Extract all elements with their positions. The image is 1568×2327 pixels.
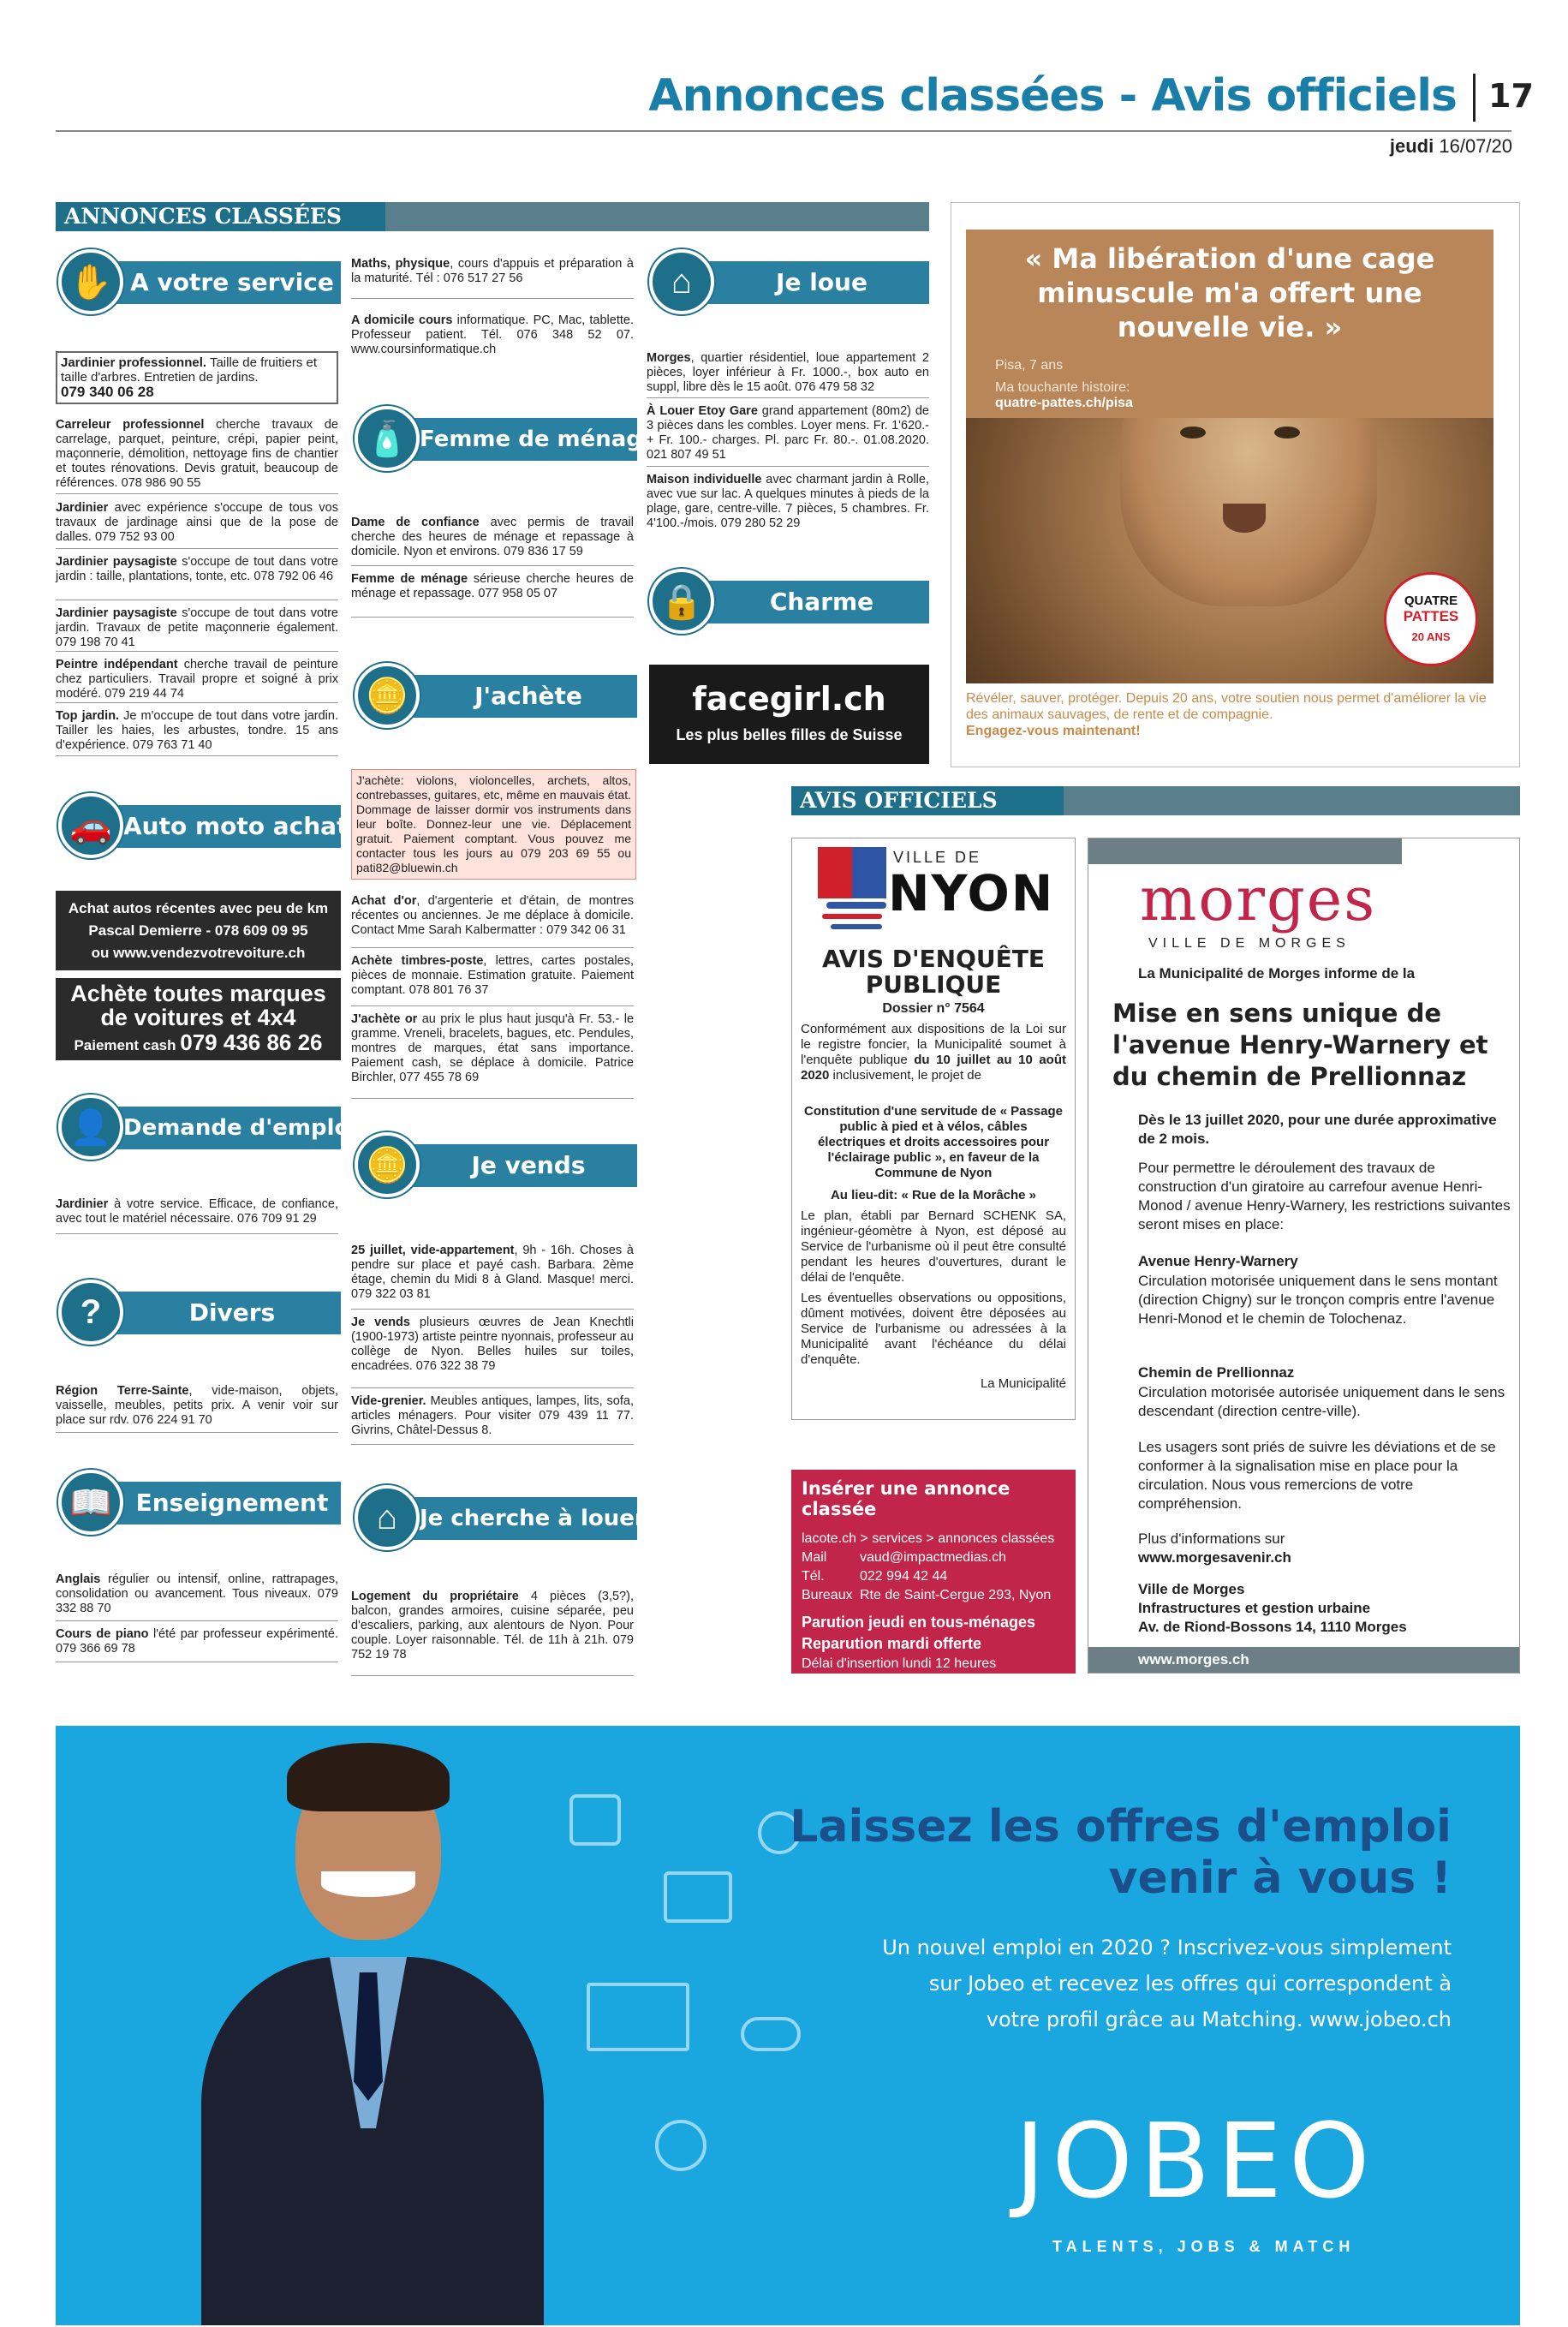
morges-ville-de: VILLE DE MORGES [1148, 936, 1350, 951]
morges-signature: Ville de Morges Infrastructures et gestion urbaine Av. de Riond-Bossons 14, 1110 Morges [1138, 1581, 1407, 1635]
jobeo-ad [56, 1726, 1520, 2325]
category-a-votre-service [58, 261, 341, 304]
ad-je-vends-knechtli: Je vends plusieurs œuvres de Jean Knechtli (1900-1973) artiste peintre nyonnais, professeur au collège de Nyon. Belles huiles sur toiles, encadrées. 076 322 38 79 [351, 1316, 634, 1373]
nyon-sign: La Municipalité [980, 1376, 1066, 1391]
category-je-cherche-a-louer [355, 1497, 646, 1540]
quatre-pattes-link: quatre-pattes.ch/pisa [995, 396, 1133, 410]
nyon-ville-de: VILLE DE [893, 849, 982, 866]
quatre-pattes-quote: « Ma libération d'une cage minuscule m'a offert une nouvelle vie. » [1024, 242, 1435, 343]
ad-carreleur: Carreleur professionnel cherche travaux de carrelage, parquet, peinture, crépi, papier peint, maçonnerie, démolition, nettoyage fins de chantier et toutes rénovations. Devis gratuit, beaucoup de références. 078 986 90 55 [56, 418, 338, 490]
ad-achete-timbres: Achète timbres-poste, lettres, cartes postales, pièces de monnaie. Estimation gratuite. Paiement comptant. 078 801 76 37 [351, 954, 634, 997]
ad-jardinier-paysagiste-1: Jardinier paysagiste s'occupe de tout dans votre jardin : taille, plantations, tonte, etc. 078 792 06 46 [56, 555, 338, 583]
insert-parution: Parution jeudi en tous-ménages [802, 1614, 1036, 1631]
category-femme-de-menage [355, 418, 658, 461]
facegirl-logo: facegirl.ch [692, 680, 886, 718]
morges-h2: Chemin de Prellionnaz [1138, 1364, 1295, 1381]
quatre-pattes-cta: Engagez-vous maintenant! [966, 724, 1141, 738]
hand-icon: ✋ [58, 249, 123, 314]
ad-achat-autos-recentes: Achat autos récentes avec peu de km Pascal Demierre - 078 609 09 95 ou www.vendezvotrevoiture.ch [56, 891, 341, 970]
person-icon: 👤 [58, 1095, 123, 1160]
insert-title: Insérer une annonce classée [802, 1478, 1011, 1519]
jobeo-logo: JOBEO [1015, 2103, 1377, 2222]
morges-p1: Pour permettre le déroulement des travaux de construction d'un giratoire au carrefour avenue Henri-Monod / avenue Henry-Warnery, les restrictions suivantes seront mises en place: [1138, 1160, 1511, 1232]
insert-reparution: Reparution mardi offerte [802, 1635, 982, 1652]
category-demande-emploi [58, 1107, 358, 1149]
category-label: Charme [683, 581, 929, 624]
section-title-officiels: AVIS OFFICIELS [791, 786, 1064, 815]
morges-logo: morges [1140, 864, 1377, 934]
issue-date [1390, 135, 1512, 158]
nyon-lieu: Au lieu-dit: « Rue de la Morâche » [830, 1188, 1037, 1202]
house-icon: ⌂ [649, 249, 714, 314]
insert-annonce-box [791, 1470, 1076, 1674]
nyon-avis-box [791, 838, 1076, 1420]
man-photo [184, 1743, 578, 2325]
jobeo-headline: Laissez les offres d'emploi venir à vous ! [790, 1801, 1452, 1904]
question-icon: ? [58, 1280, 123, 1345]
category-label: Divers [92, 1292, 341, 1334]
ad-logement-proprietaire: Logement du propriétaire 4 pièces (3,5?), balcon, grandes armoires, cuisine séparée, peu d'escaliers, parking, aux alentours de Nyon. Pour couple. Loyer raisonnable. Tél. de 11h à 21h. 079 752 19 78 [351, 1590, 634, 1662]
ad-jardinier: Jardinier avec expérience s'occupe de tous vos travaux de jardinage ainsi que de la pose de dalles. 079 752 93 00 [56, 501, 338, 544]
nyon-p3: Les éventuelles observations ou oppositions, dûment motivées, doivent être déposées au Service de l'urbanisme ou adressées à la Municipalité avant l'échéance du délai d'enquête. [801, 1291, 1066, 1367]
nyon-name: NYON [888, 864, 1055, 922]
quatre-pattes-name: Pisa, 7 ans [995, 358, 1064, 373]
coins-icon: 🪙 [355, 1132, 420, 1197]
spray-bottle-icon: 🧴 [355, 406, 420, 471]
issue-day: jeudi [1389, 135, 1434, 157]
ad-cours-piano: Cours de piano l'été par professeur expérimenté. 079 366 69 78 [56, 1627, 338, 1656]
category-label: Enseignement [92, 1482, 341, 1524]
nyon-coat-of-arms-icon [818, 847, 886, 933]
facegirl-ad [649, 665, 929, 764]
morges-t1: Circulation motorisée uniquement dans le sens montant (direction Chigny) sur le tronçon compris entre l'avenue Henri-Monod et le chemin de Tolochenaz. [1138, 1273, 1498, 1327]
category-je-loue [649, 261, 929, 304]
category-j-achete [355, 675, 637, 718]
header-separator [1473, 74, 1476, 122]
quatre-pattes-story: Ma touchante histoire: [995, 380, 1130, 395]
quatre-pattes-anniv: 20 ANS [1411, 630, 1451, 643]
morges-p2: Les usagers sont priés de suivre les déviations et de se conformer à la signalisation mise en place pour la circulation. Nous vous remercions de votre compréhension. [1138, 1439, 1496, 1512]
category-label: Je vends [389, 1144, 637, 1187]
morges-p3: Plus d'informations sur [1138, 1530, 1285, 1547]
morges-t2: Circulation motorisée autorisée uniquement dans le sens descendant (direction centre-ville). [1138, 1384, 1505, 1419]
ad-morges-appartement: Morges, quartier résidentiel, loue appartement 2 pièces, loyer inférieur à Fr. 1000.-, box auto en suppl, libre dès le 15 août. 076 479 58 32 [647, 351, 929, 394]
morges-avis-box [1088, 838, 1520, 1674]
header-rule [56, 130, 1511, 132]
quatre-pattes-text: Révéler, sauver, protéger. Depuis 20 ans, votre soutien nous permet d'améliorer la vie des animaux sauvages, de rente et de compagnie. Engagez-vous maintenant! [966, 691, 1487, 738]
insert-delai: Délai d'insertion lundi 12 heures [802, 1656, 997, 1671]
category-label: Auto moto achat [92, 805, 341, 848]
section-title-classees: ANNONCES CLASSÉES [56, 202, 385, 231]
category-je-vends [355, 1144, 637, 1187]
category-auto-moto-achat [58, 805, 349, 848]
insert-mail: Mail vaud@impactmedias.ch [802, 1550, 1006, 1565]
quatre-pattes-logo-1: QUATRE [1404, 594, 1458, 608]
nyon-p1: Conformément aux dispositions de la Loi sur le registre foncier, la Municipalité soumet à l'enquête publique du 10 juillet au 10 août 2020 inclusivement, le projet de [801, 1022, 1066, 1083]
morges-title: Mise en sens unique de l'avenue Henry-Warnery et du chemin de Prellionnaz [1112, 999, 1488, 1091]
ad-vide-appartement: 25 juillet, vide-appartement, 9h - 16h. Choses à pendre sur place et payé cash. Barbara. 2ème étage, chemin du Midi 8 à Gland. Masque! merci. 079 322 03 81 [351, 1244, 634, 1301]
category-label: J'achète [389, 675, 637, 718]
category-label: Je loue [683, 261, 929, 304]
ad-jardinier-emploi: Jardinier à votre service. Efficace, de confiance, avec tout le matériel nécessaire. 076 709 91 29 [56, 1197, 338, 1226]
ad-peintre: Peintre indépendant cherche travail de peinture chez particuliers. Travail propre et soigné à prix modéré. 079 219 44 74 [56, 658, 338, 701]
jobeo-body: Un nouvel emploi en 2020 ? Inscrivez-vous simplement sur Jobeo et recevez les offres qui correspondent à votre profil grâce au Matching. www.jobeo.ch [882, 1936, 1452, 2032]
issue-date-value: 16/07/20 [1439, 135, 1512, 157]
morges-url: www.morgesavenir.ch [1138, 1549, 1291, 1566]
category-label: Femme de ménage [389, 418, 637, 461]
keyhole-icon: 🔒 [649, 569, 714, 634]
nyon-title: AVIS D'ENQUÊTE PUBLIQUE [821, 945, 1046, 999]
ad-achat-or: Achat d'or, d'argenterie et d'étain, de montres récentes ou anciennes. Je me déplace à domicile. Contact Mme Sarah Kalbermatter : 079 342 06 31 [351, 894, 634, 937]
ad-maison-individuelle: Maison individuelle avec charmant jardin à Rolle, avec vue sur lac. A quelques minutes à pieds de la plage, gare, centre-ville. 7 pièces, 5 chambres. Fr. 4'100.-/mois. 079 280 52 29 [647, 473, 929, 530]
ad-jardinier-paysagiste-2: Jardinier paysagiste s'occupe de tout dans votre jardin. Travaux de petite maçonnerie également. 079 198 70 41 [56, 606, 338, 649]
jobeo-tagline: TALENTS, JOBS & MATCH [1052, 2238, 1356, 2255]
page-number: 17 [1488, 77, 1534, 115]
quatre-pattes-logo-2: PATTES [1403, 608, 1459, 624]
nyon-p2: Le plan, établi par Bernard SCHENK SA, ingénieur-géomètre à Nyon, est déposé au Service de l'urbanisme où il peut être consulté pendant les heures d'ouvertures, durant le délai de l'enquête. [801, 1208, 1066, 1285]
nyon-object: Constitution d'une servitude de « Passage public à pied et à vélos, câbles électriques et droits accessoires pour l'éclairage public », en faveur de la Commune de Nyon [804, 1104, 1063, 1180]
ad-femme-de-menage: Femme de ménage sérieuse cherche heures de ménage et repassage. 077 958 05 07 [351, 572, 634, 600]
morges-intro: La Municipalité de Morges informe de la [1138, 965, 1416, 982]
facegirl-tagline: Les plus belles filles de Suisse [676, 726, 903, 743]
page-header-title: Annonces classées - Avis officiels [648, 70, 1457, 122]
category-charme [649, 581, 929, 624]
quatre-pattes-header [966, 230, 1493, 418]
category-label: A votre service [92, 261, 341, 304]
boxed-ad-jardinier: Jardinier professionnel. Taille de fruitiers et taille d'arbres. Entretien de jardins. 079 340 06 28 [56, 351, 338, 404]
ad-cours-informatique: A domicile cours informatique. PC, Mac, tablette. Professeur patient. Tél. 076 348 52 07. www.coursinformatique.ch [351, 313, 634, 356]
ad-vide-grenier: Vide-grenier. Meubles antiques, lampes, lits, sofa, articles ménagers. Pour visiter 079 439 11 77. Givrins, Châtel-Dessus 8. [351, 1394, 634, 1437]
morges-footer: www.morges.ch [1088, 1647, 1519, 1673]
ad-etoy-gare: À Louer Etoy Gare grand appartement (80m2) de 3 pièces dans les combles. Loyer mens. Fr. 1'620.- + Fr. 100.- charges. Pl. parc Fr. 80.-. 01.08.2020. 021 807 49 51 [647, 404, 929, 462]
ad-j-achete-violons: J'achète: violons, violoncelles, archets, altos, contrebasses, guitares, etc, même en mauvais état. Dommage de laisser dormir vos instruments dans leur boîte. Donnez-leur une vie. Déplacement gratuit. Paiement comptant. Vous pouvez me contacter tous les jours au 079 203 69 55 ou pati82@bluewin.ch [351, 769, 636, 880]
house-icon: ⌂ [355, 1485, 420, 1550]
car-icon: 🚗 [58, 793, 123, 858]
morges-date: Dès le 13 juillet 2020, pour une durée approximative de 2 mois. [1138, 1112, 1497, 1147]
category-label: Demande d'emploi [92, 1107, 341, 1149]
ad-region-terre-sainte: Région Terre-Sainte, vide-maison, objets, vaisselle, meubles, petits prix. A venir voir sur place sur rdv. 076 224 91 70 [56, 1384, 338, 1427]
ad-dame-de-confiance: Dame de confiance avec permis de travail cherche des heures de ménage et repassage à domicile. Nyon et environs. 079 836 17 59 [351, 516, 634, 558]
insert-tel: Tél. 022 994 42 44 [802, 1569, 948, 1584]
book-icon: 📖 [58, 1470, 123, 1535]
category-label: Je cherche à louer [389, 1497, 637, 1540]
ad-top-jardin: Top jardin. Je m'occupe de tout dans votre jardin. Tailler les haies, les arbustes, tondre. 15 ans d'expérience. 079 763 71 40 [56, 709, 338, 752]
nyon-dossier: Dossier n° 7564 [882, 1001, 985, 1016]
category-divers [58, 1292, 341, 1334]
insert-bureaux: Bureaux Rte de Saint-Cergue 293, Nyon [802, 1588, 1052, 1602]
ad-achete-toutes-marques: Achète toutes marques de voitures et 4x4 Paiement cash 079 436 86 26 [56, 978, 341, 1060]
ad-anglais: Anglais régulier ou intensif, online, rattrapages, consolidation ou avancement. Tous niveaux. 079 332 88 70 [56, 1572, 338, 1615]
morges-h1: Avenue Henry-Warnery [1138, 1253, 1298, 1269]
ad-maths-physique: Maths, physique, cours d'appuis et préparation à la maturité. Tél : 076 517 27 56 [351, 257, 634, 285]
ad-j-achete-or: J'achète or au prix le plus haut jusqu'à Fr. 53.- le gramme. Vreneli, bracelets, bagues, etc. Pendules, montres de marques, état sans importance. Paiement cash, se déplace à domicile. Patrice Birchler, 077 455 78 69 [351, 1012, 635, 1084]
insert-path: lacote.ch > services > annonces classées [802, 1531, 1055, 1546]
coins-icon: 🪙 [355, 663, 420, 728]
category-enseignement [58, 1482, 341, 1524]
